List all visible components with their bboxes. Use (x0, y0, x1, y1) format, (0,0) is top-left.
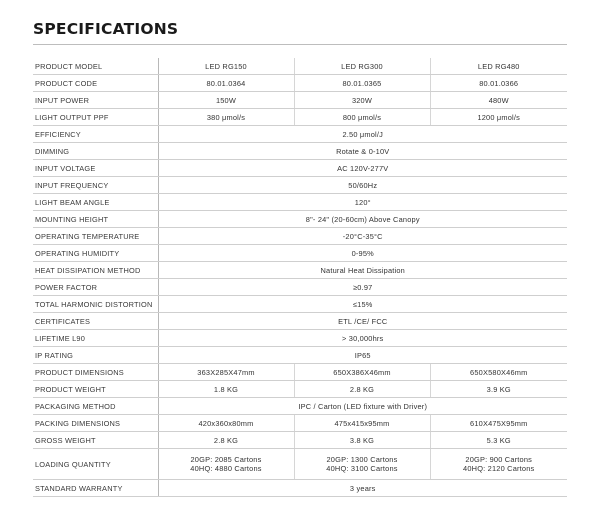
spec-row (33, 211, 567, 228)
spec-label: LIGHT OUTPUT PPF (33, 109, 158, 126)
spec-value: ETL /CE/ FCC (158, 313, 567, 330)
spec-label: CERTIFICATES (33, 313, 158, 330)
spec-value: 80.01.0366 (430, 75, 567, 92)
spec-row (33, 449, 567, 480)
spec-value: LED RG300 (294, 58, 430, 75)
spec-label: OPERATING TEMPERATURE (33, 228, 158, 245)
spec-label: PACKAGING METHOD (33, 398, 158, 415)
spec-row (33, 160, 567, 177)
spec-label: MOUNTING HEIGHT (33, 211, 158, 228)
spec-value: 420x360x80mm (158, 415, 294, 432)
spec-label: TOTAL HARMONIC DISTORTION (33, 296, 158, 313)
spec-row (33, 126, 567, 143)
spec-value: 2.50 μmol/J (158, 126, 567, 143)
spec-label: PRODUCT MODEL (33, 58, 158, 75)
spec-value: AC 120V-277V (158, 160, 567, 177)
spec-label: LOADING QUANTITY (33, 449, 158, 480)
spec-row (33, 364, 567, 381)
spec-value: 1200 μmol/s (430, 109, 567, 126)
spec-value: LED RG480 (430, 58, 567, 75)
spec-row (33, 58, 567, 75)
spec-row (33, 296, 567, 313)
spec-value: 3 years (158, 480, 567, 497)
spec-label: GROSS WEIGHT (33, 432, 158, 449)
spec-row (33, 109, 567, 126)
spec-row (33, 381, 567, 398)
spec-value: -20°C-35°C (158, 228, 567, 245)
spec-value: 3.8 KG (294, 432, 430, 449)
spec-value: 150W (158, 92, 294, 109)
spec-value: Natural Heat Dissipation (158, 262, 567, 279)
spec-label: STANDARD WARRANTY (33, 480, 158, 497)
spec-label: LIFETIME L90 (33, 330, 158, 347)
spec-row (33, 75, 567, 92)
spec-value: 2.8 KG (158, 432, 294, 449)
specifications-table-body (33, 58, 567, 497)
spec-value: 320W (294, 92, 430, 109)
spec-row (33, 177, 567, 194)
spec-value: ≥0.97 (158, 279, 567, 296)
spec-label: PRODUCT CODE (33, 75, 158, 92)
spec-row (33, 347, 567, 364)
spec-value: 0-95% (158, 245, 567, 262)
spec-label: INPUT POWER (33, 92, 158, 109)
spec-value-line: 20GP: 2085 Cartons (190, 455, 262, 464)
spec-value: 800 μmol/s (294, 109, 430, 126)
spec-value: 380 μmol/s (158, 109, 294, 126)
spec-label: OPERATING HUMIDITY (33, 245, 158, 262)
spec-value (158, 449, 294, 480)
spec-value (294, 449, 430, 480)
spec-label: HEAT DISSIPATION METHOD (33, 262, 158, 279)
spec-row (33, 432, 567, 449)
page-title: SPECIFICATIONS (33, 20, 179, 38)
spec-row (33, 480, 567, 497)
spec-label: EFFICIENCY (33, 126, 158, 143)
spec-row (33, 398, 567, 415)
spec-value: 80.01.0364 (158, 75, 294, 92)
spec-row (33, 313, 567, 330)
spec-row (33, 92, 567, 109)
spec-value: 363X285X47mm (158, 364, 294, 381)
spec-value-line: 40HQ: 2120 Cartons (463, 464, 535, 473)
spec-value: ≤15% (158, 296, 567, 313)
spec-value: 650X386X46mm (294, 364, 430, 381)
title-divider (33, 44, 567, 45)
spec-value: 480W (430, 92, 567, 109)
spec-label: PRODUCT WEIGHT (33, 381, 158, 398)
spec-value: 5.3 KG (430, 432, 567, 449)
spec-value-line: 20GP: 900 Cartons (465, 455, 533, 464)
spec-value: IP65 (158, 347, 567, 364)
specifications-table (33, 58, 567, 497)
spec-value: 80.01.0365 (294, 75, 430, 92)
spec-label: PRODUCT DIMENSIONS (33, 364, 158, 381)
spec-row (33, 415, 567, 432)
spec-value-line: 20GP: 1300 Cartons (326, 455, 398, 464)
spec-label: INPUT VOLTAGE (33, 160, 158, 177)
spec-value: 1.8 KG (158, 381, 294, 398)
spec-value: LED RG150 (158, 58, 294, 75)
spec-row (33, 194, 567, 211)
spec-value: 2.8 KG (294, 381, 430, 398)
spec-row (33, 330, 567, 347)
spec-value-line: 40HQ: 4880 Cartons (190, 464, 262, 473)
spec-value: 8"- 24" (20-60cm) Above Canopy (158, 211, 567, 228)
spec-label: IP RATING (33, 347, 158, 364)
spec-row (33, 245, 567, 262)
spec-value: 610X475X95mm (430, 415, 567, 432)
spec-row (33, 279, 567, 296)
spec-value: 50/60Hz (158, 177, 567, 194)
spec-value: IPC / Carton (LED fixture with Driver) (158, 398, 567, 415)
spec-label: PACKING DIMENSIONS (33, 415, 158, 432)
spec-label: LIGHT BEAM ANGLE (33, 194, 158, 211)
spec-value: 3.9 KG (430, 381, 567, 398)
spec-value-line: 40HQ: 3100 Cartons (326, 464, 398, 473)
spec-value (430, 449, 567, 480)
spec-value: 475x415x95mm (294, 415, 430, 432)
spec-value: 650X580X46mm (430, 364, 567, 381)
spec-row (33, 228, 567, 245)
spec-row (33, 262, 567, 279)
spec-label: POWER FACTOR (33, 279, 158, 296)
spec-label: INPUT FREQUENCY (33, 177, 158, 194)
spec-label: DIMMING (33, 143, 158, 160)
spec-value: 120° (158, 194, 567, 211)
spec-row (33, 143, 567, 160)
spec-value: Rotate & 0-10V (158, 143, 567, 160)
spec-value: > 30,000hrs (158, 330, 567, 347)
